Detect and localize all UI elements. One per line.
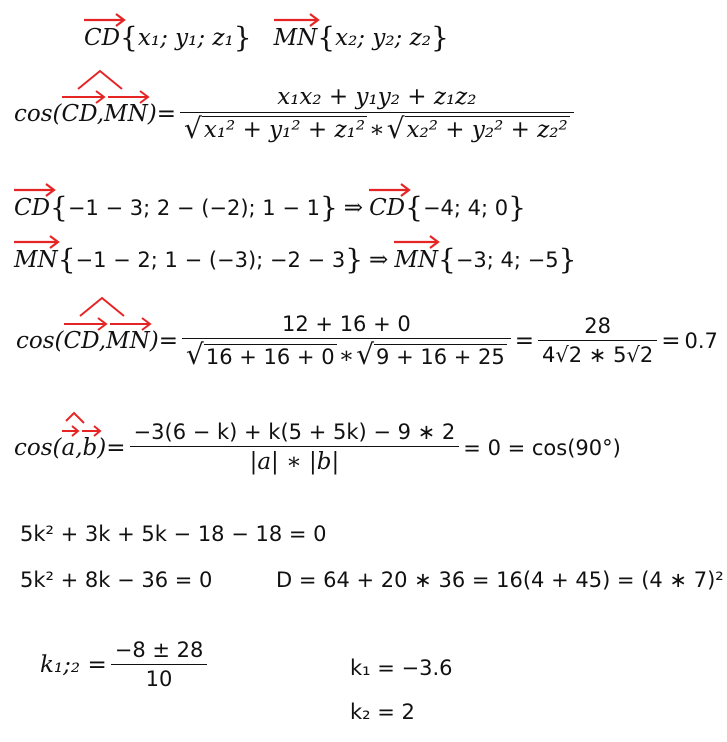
brace-open: { [120, 21, 138, 54]
vector-arrow-icon [12, 180, 60, 196]
vector-cd: CD [369, 195, 405, 221]
vector-mn-label: MN [273, 25, 318, 51]
mn-coordinates: x₂; y₂; z₂ [335, 25, 431, 51]
ab-fraction: $\frac{-3(6 - k) + k(5 + 5k) - 9 ∗ 2}{|a| ∗ |b|}$ [130, 420, 460, 475]
sqrt-left: x₁² + y₁² + z₁² [203, 117, 366, 144]
angle-arrows-icon [60, 71, 156, 105]
cos-label: cos [14, 100, 53, 127]
cosine-value: 0.7 [684, 328, 718, 353]
cosine-fraction: x₁x₂ + y₁y₂ + z₁z₂ √ x₁² + y₁² + z₁² ∗ √ x₂² + y₂² + z₂² [180, 84, 574, 143]
angle-args [62, 101, 148, 127]
ab-orthogonality: cos ( a,b ) = $\frac{-3(6 - k) + k(5 + 5k) - 9 ∗ 2}{|a| ∗ |b|}$ = 0 = cos(90°) [14, 420, 621, 475]
cd-expression: −1 − 3; 2 − (−2); 1 − 1 [67, 196, 320, 220]
vector-arrow-icon [272, 10, 324, 26]
equation-2: 5k² + 8k − 36 = 0 [20, 568, 213, 592]
vector-mn [274, 25, 318, 51]
mn-computation: MN { −1 − 2; 1 − (−3); −2 − 3 } ⇒ MN { −3; 4; −5 } [14, 246, 576, 274]
cosine-numeric: cos ( CD,MN ) = 12 + 16 + 0 √ 16 + 16 + 0 ∗ √ 9 + 16 + 25 = $\frac{28}{4√2 ∗ 5√2}$ = 0.7 [16, 312, 718, 369]
root-k1: k₁ = −3.6 [350, 656, 453, 680]
vector-arrow-icon [367, 180, 415, 196]
brace-close: } [430, 21, 449, 54]
simplified-fraction: $\frac{28}{4√2 ∗ 5√2}$ [538, 314, 657, 367]
angle-args-label: CD,MN [61, 100, 148, 127]
angle-arrows-icon [62, 298, 158, 332]
angle-arrows-icon [60, 411, 104, 441]
brace-close: } [233, 21, 252, 54]
paren-close: ) [147, 100, 157, 127]
vector-mn: MN [14, 247, 58, 273]
brace-open: { [317, 21, 336, 54]
vector-mn: MN [394, 247, 438, 273]
ab-result: = 0 = cos(90°) [463, 435, 621, 460]
fraction-numerator: x₁x₂ + y₁y₂ + z₁z₂ [277, 84, 477, 110]
roots-fraction: $\frac{-8 \pm 28}{10}$ [111, 638, 208, 691]
equation-1: 5k² + 3k + 5k − 18 − 18 = 0 [20, 522, 327, 546]
vector-cd: CD [14, 195, 50, 221]
cd-result: −4; 4; 0 [422, 196, 509, 220]
roots-label: k₁;₂ = [40, 651, 107, 678]
vector-cd [84, 25, 120, 51]
angle-args-ab: a,b [62, 435, 98, 461]
vector-cd-label: CD [84, 25, 121, 51]
vector-arrow-icon [392, 232, 444, 248]
vector-arrow-icon [82, 10, 130, 26]
cosine-formula: cos ( CD,MN ) = x₁x₂ + y₁y₂ + z₁z₂ √ x₁² + y₁² + z₁² ∗ √ x₂² + y₂² + z₂² [14, 84, 578, 143]
vector-definitions [84, 21, 449, 54]
angle-args: CD,MN [64, 328, 150, 354]
cosine-value-fraction: 12 + 16 + 0 √ 16 + 16 + 0 ∗ √ 9 + 16 + 25 [182, 312, 511, 369]
cd-computation: CD { −1 − 3; 2 − (−2); 1 − 1 } ⇒ CD { −4; 4; 0 } [14, 194, 526, 222]
roots-formula [40, 638, 211, 691]
paren-open: ( [52, 100, 62, 127]
root-k2: k₂ = 2 [350, 700, 415, 724]
vector-arrow-icon [12, 232, 64, 248]
mn-expression: −1 − 2; 1 − (−3); −2 − 3 [75, 248, 346, 272]
discriminant: D = 64 + 20 ∗ 36 = 16(4 + 45) = (4 ∗ 7)² [276, 568, 724, 592]
mn-result: −3; 4; −5 [455, 248, 559, 272]
cd-coordinates: x₁; y₁; z₁ [137, 25, 234, 51]
sqrt-right: x₂² + y₂² + z₂² [406, 117, 568, 144]
